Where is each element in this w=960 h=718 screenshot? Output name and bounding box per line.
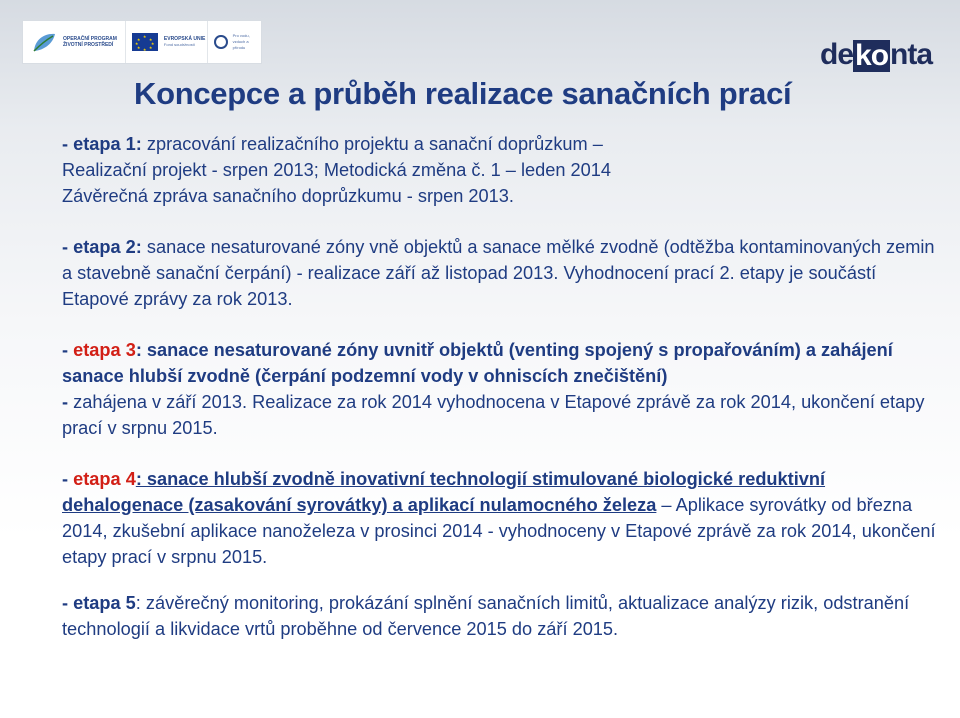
eu-logo-line1: EVROPSKÁ UNIE <box>163 36 206 42</box>
page-title: Koncepce a průběh realizace sanačních prací <box>134 76 792 111</box>
slide-content <box>62 131 942 642</box>
stage-3-dash: - <box>62 340 74 360</box>
eu-flag-icon: ★ ★ ★ ★ ★ ★ ★ ★ <box>132 33 158 51</box>
dekonta-logo <box>820 38 932 72</box>
stage-1-text: zpracování realizačního projektu a sanační doprůzkum – <box>141 134 603 154</box>
stage-4-label: etapa 4 <box>73 469 136 489</box>
eu-logo-line2: Fond soudržnosti <box>163 42 195 47</box>
stage-2 <box>62 234 942 312</box>
stage-4-text: – Aplikace syrovátky od března 2014, zkušební aplikace nanoželeza v prosinci 2014 - vyhodnoceny v Etapové zprávě za rok 2014, ukončení etapy prací v srpnu 2015. <box>62 495 936 567</box>
op-logo-line1: OPERAČNÍ PROGRAM <box>63 36 117 42</box>
stage-4 <box>62 466 942 570</box>
brand-part3: nta <box>890 38 933 71</box>
brand-part1: de <box>820 38 854 71</box>
stage-5-text: : závěrečný monitoring, prokázání splnění sanačních limitů, aktualizace analýzy rizik, odstranění technologií a likvidace vrtů proběhne od července 2015 do září 2015. <box>62 593 910 639</box>
eu-logo-bar <box>22 20 262 64</box>
leaf-icon <box>31 31 57 53</box>
stage-3-text: zahájena v září 2013. Realizace za rok 2014 vyhodnocena v Etapové zprávě za rok 2014, ukončení etapy prací v srpnu 2015. <box>62 392 925 438</box>
stage-1-line3: Závěrečná zpráva sanačního doprůzkumu - srpen 2013. <box>62 186 514 206</box>
op-logo-line2: ŽIVOTNÍ PROSTŘEDÍ <box>63 42 114 48</box>
stage-2-text: sanace nesaturované zóny vně objektů a sanace mělké zvodně (odtěžba kontaminovaných zemin a stavebně sanační čerpání) - realizace září až listopad 2013. Vyhodnocení prací 2. etapy je součástí Etapové zprávy za rok 2013. <box>62 237 935 309</box>
cz-logo-line2: vzduch a přírodu <box>232 39 249 50</box>
cz-logo-line1: Pro vodu, <box>232 33 250 38</box>
brand-part2: ko <box>855 39 889 72</box>
stage-1-line2: Realizační projekt - srpen 2013; Metodická změna č. 1 – leden 2014 <box>62 160 611 180</box>
stage-4-bold-text: : sanace hlubší zvodně inovativní technologií stimulované biologické reduktivní dehalogenace (zasakování syrovátky) a aplikací nulamocného železa <box>62 469 826 515</box>
op-logo <box>23 21 125 63</box>
stage-1 <box>62 131 942 209</box>
stage-2-label: - etapa 2: <box>62 237 142 257</box>
stage-3-label: etapa 3 <box>73 340 136 360</box>
eu-logo <box>125 21 207 63</box>
stage-5 <box>62 590 942 642</box>
stage-1-label: - etapa 1: <box>62 134 142 154</box>
stage-3-dash2: - <box>62 392 69 412</box>
cz-logo <box>207 21 261 63</box>
stage-3-bold-text: : sanace nesaturované zóny uvnitř objektů (venting spojený s propařováním) a zahájení sanace hlubší zvodně (čerpání podzemní vody v ohniscích znečištění) <box>62 340 893 386</box>
stage-4-dash: - <box>62 469 74 489</box>
circle-logo-icon <box>214 35 228 49</box>
stage-5-label: - etapa 5 <box>62 593 136 613</box>
stage-3 <box>62 337 942 441</box>
